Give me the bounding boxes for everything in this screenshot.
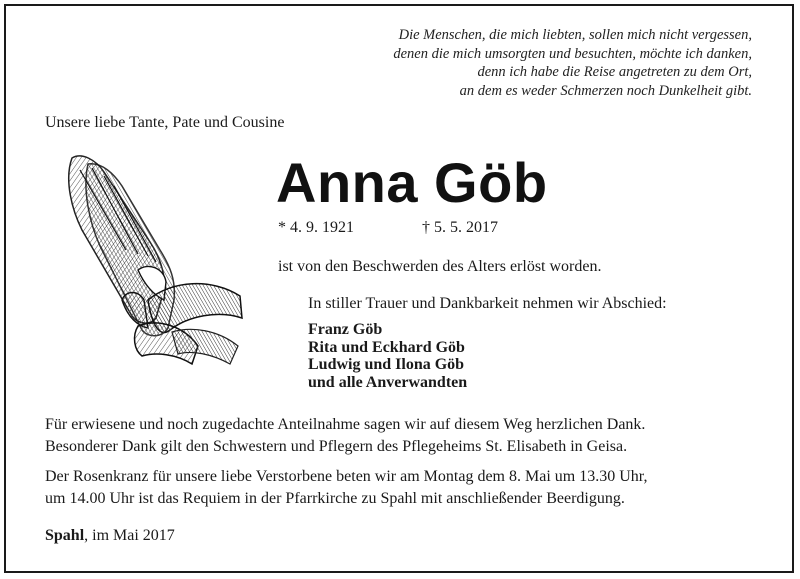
praying-hands-icon (52, 150, 248, 376)
service-paragraph (45, 466, 647, 509)
deceased-name: Anna Göb (276, 151, 548, 214)
thanks-line: Für erwiesene und noch zugedachte Anteilnahme sagen wir auf diesem Weg herzlichen Dank. (45, 416, 646, 433)
mourner: Ludwig und Ilona Göb (308, 356, 465, 373)
released-text: ist von den Beschwerden des Alters erlöst worden. (278, 258, 602, 275)
poem-line: Die Menschen, die mich liebten, sollen mich nicht vergessen, (398, 27, 752, 43)
thanks-paragraph (45, 414, 645, 457)
poem-line: an dem es weder Schmerzen noch Dunkelheit gibt. (459, 82, 752, 99)
place-name: Spahl (45, 527, 85, 544)
intro-text: Unsere liebe Tante, Pate und Cousine (45, 114, 285, 131)
date-text: , im Mai 2017 (84, 527, 175, 544)
death-date: † 5. 5. 2017 (422, 219, 498, 236)
thanks-line: Besonderer Dank gilt den Schwestern und Pflegern des Pflegeheims St. Elisabeth in Geisa. (45, 437, 628, 455)
poem (393, 26, 752, 100)
mourner: und alle Anverwandten (308, 373, 468, 391)
mourners-list (308, 321, 467, 391)
farewell-text: In stiller Trauer und Dankbarkeit nehmen wir Abschied: (308, 295, 667, 312)
poem-line: denen die mich umsorgten und besuchten, möchte ich danken, (393, 45, 752, 62)
mourner: Franz Göb (308, 321, 383, 338)
birth-date: * 4. 9. 1921 (278, 219, 354, 236)
place-date (45, 527, 175, 545)
service-line: Der Rosenkranz für unsere liebe Verstorbene beten wir am Montag dem 8. Mai um 13.30 Uhr, (45, 468, 648, 485)
poem-line: denn ich habe die Reise angetreten zu dem Ort, (477, 64, 752, 80)
mourner: Rita und Eckhard Göb (308, 338, 465, 356)
service-line: um 14.00 Uhr ist das Requiem in der Pfarrkirche zu Spahl mit anschließender Beerdigung. (45, 489, 625, 507)
